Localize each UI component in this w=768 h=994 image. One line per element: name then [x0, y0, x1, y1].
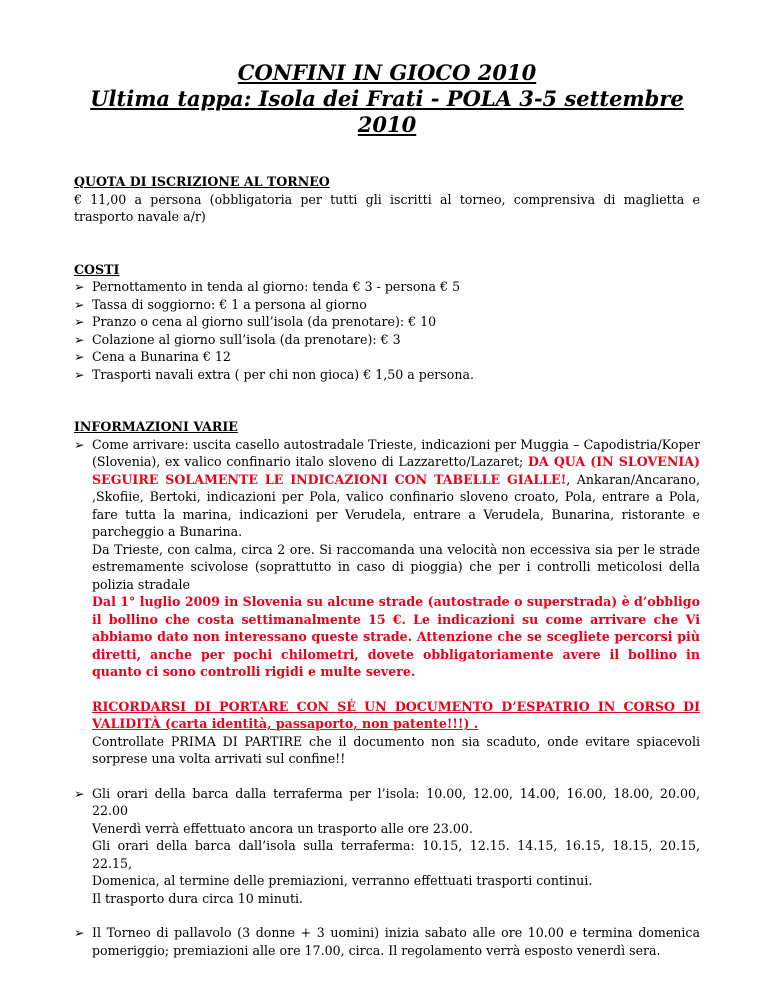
list-item-come-arrivare: ➢ Come arrivare: uscita casello autostradale Trieste, indicazioni per Muggia – Capodistria/Koper (Slovenia), ex valico confinario italo sloveno di Lazzaretto/Lazaret; DA QUA (IN SLOVENIA) SEGUIRE SOLAMENTE LE INDICAZIONI CON TABELLE GIALLE!, Ankaran/Ancarano, ,Skofiie, Bertoki, indicazioni per Pola, valico confinario sloveno croato, Pola, entrare a Pola, fare tutta la marina, indicazioni per Verudela, entrare a Verudela, Bunarina, ristorante e parcheggio a Bunarina. Da Trieste, con calma, circa 2 ore. Si raccomanda una velocità non eccessiva sia per le strade estremamente scivolose (soprattutto in caso di pioggia) che per i controlli meticolosi della polizia stradale Dal 1° luglio 2009 in Slovenia su alcune strade (autostrade o superstrada) è d’obbligo il bollino che costa settimanalmente 15 €. Le indicazioni su come arrivare che Vi abbiamo dato non interessano queste strade. Attenzione che se scegliete percorsi più diretti, anche per pochi chilometri, dovete obbligatoriamente avere il bollino in quanto ci sono controlli rigidi e multe severe. RICORDARSI DI PORTARE CON SÉ UN DOCUMENTO D’ESPATRIO IN CORSO DI VALIDITÀ (carta identità, passaporto, non patente!!!) . Controllate PRIMA DI PARTIRE che il documento non sia scaduto, onde evitare spiacevoli sorprese una volta arrivati sul confine!!	[74, 436, 701, 766]
arrow-bullet-icon: ➢	[74, 314, 85, 329]
arrow-bullet-icon: ➢	[74, 279, 85, 294]
list-item: ➢ Tassa di soggiorno: € 1 a persona al giorno	[74, 296, 367, 312]
arrow-bullet-icon: ➢	[74, 296, 85, 312]
info-heading: INFORMAZIONI VARIE	[74, 419, 238, 434]
list-item-torneo: ➢ Il Torneo di pallavolo (3 donne + 3 uomini) inizia sabato alle ore 10.00 e termina domenica pomeriggio; premiazioni alle ore 17.00, circa. Il regolamento verrà esposto venerdì sera.	[74, 925, 700, 958]
costi-heading: COSTI	[74, 261, 120, 277]
arrow-bullet-icon: ➢	[74, 349, 85, 364]
orari-list	[74, 785, 700, 908]
controllate-paragraph: Controllate PRIMA DI PARTIRE che il documento non sia scaduto, onde evitare spiacevoli sorprese una volta arrivati sul confine!!	[92, 733, 700, 766]
torneo-list	[74, 924, 700, 959]
warning-text: DA QUA (IN SLOVENIA) SEGUIRE SOLAMENTE LE INDICAZIONI CON TABELLE GIALLE!	[92, 454, 700, 487]
arrow-bullet-icon: ➢	[74, 925, 85, 940]
trieste-paragraph: Da Trieste, con calma, circa 2 ore. Si raccomanda una velocità non eccessiva sia per le strade estremamente scivolose (soprattutto in caso di pioggia) che per i controlli meticolosi della polizia stradale	[92, 541, 700, 592]
quota-text: € 11,00 a persona (obbligatoria per tutti gli iscritti al torneo, comprensiva di maglietta e trasporto navale a/r)	[74, 191, 700, 224]
list-item: ➢ Pernottamento in tenda al giorno: tenda € 3 - persona € 5	[74, 279, 461, 294]
bollino-paragraph: Dal 1° luglio 2009 in Slovenia su alcune strade (autostrade o superstrada) è d’obbligo il bollino che costa settimanalmente 15 €. Le indicazioni su come arrivare che Vi abbiamo dato non interessano queste strade. Attenzione che se scegliete percorsi più diretti, anche per pochi chilometri, dovete obbligatoriamente avere il bollino in quanto ci sono controlli rigidi e multe severe.	[92, 594, 700, 679]
arrow-bullet-icon: ➢	[74, 785, 85, 801]
document-page	[74, 60, 700, 959]
documento-warning: RICORDARSI DI PORTARE CON SÉ UN DOCUMENTO D’ESPATRIO IN CORSO DI VALIDITÀ (carta identità, passaporto, non patente!!!) .	[92, 698, 700, 731]
list-item-orari: ➢ Gli orari della barca dalla terraferma per l’isola: 10.00, 12.00, 14.00, 16.00, 18.00, 20.00, 22.00 Venerdì verrà effettuato ancora un trasporto alle ore 23.00. Gli orari della barca dall’isola sulla terraferma: 10.15, 12.15. 14.15, 16.15, 18.15, 20.15, 22.15, Domenica, al termine delle premiazioni, verranno effettuati trasporti continui. Il trasporto dura circa 10 minuti.	[74, 785, 700, 906]
document-title: CONFINI IN GIOCO 2010	[237, 60, 537, 85]
info-list	[74, 436, 700, 768]
document-subtitle: Ultima tappa: Isola dei Frati - POLA 3-5 settembre 2010	[90, 86, 684, 137]
list-item: ➢ Pranzo o cena al giorno sull’isola (da prenotare): € 10	[74, 314, 437, 329]
quota-heading: QUOTA DI ISCRIZIONE AL TORNEO	[74, 174, 330, 189]
list-item: ➢ Cena a Bunarina € 12	[74, 349, 231, 364]
arrow-bullet-icon: ➢	[74, 331, 85, 347]
list-item: ➢ Trasporti navali extra ( per chi non gioca) € 1,50 a persona.	[74, 366, 474, 382]
costi-list	[74, 278, 700, 383]
list-item: ➢ Colazione al giorno sull’isola (da prenotare): € 3	[74, 331, 401, 347]
arrow-bullet-icon: ➢	[74, 436, 85, 452]
arrow-bullet-icon: ➢	[74, 366, 85, 382]
